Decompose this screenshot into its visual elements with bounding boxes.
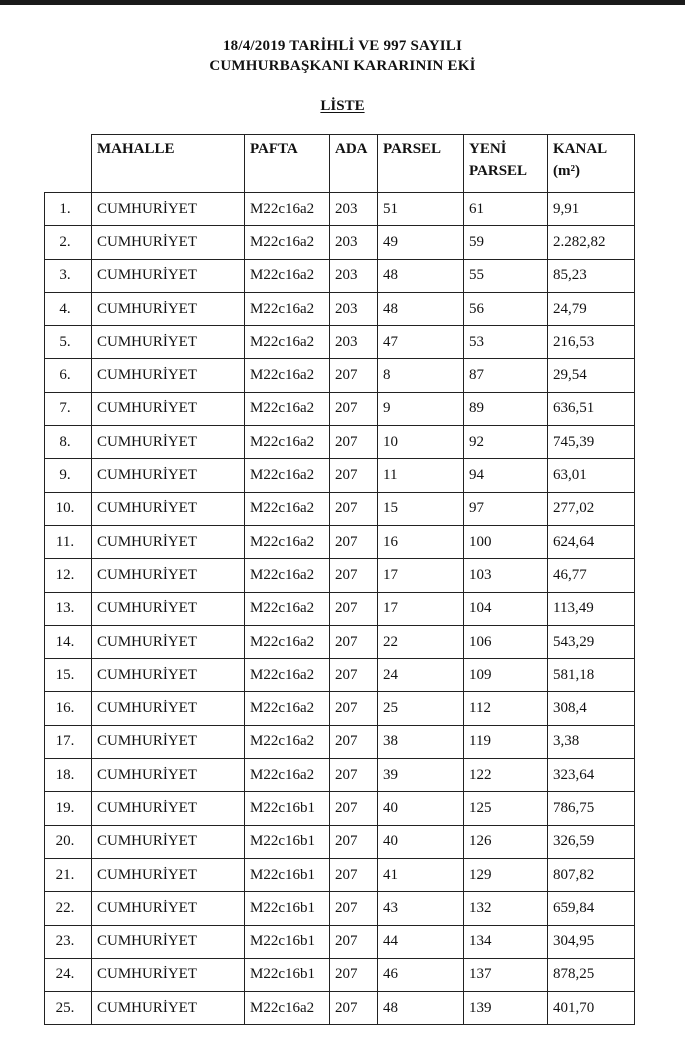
mahalle-cell: CUMHURİYET	[92, 625, 245, 658]
table-row	[45, 492, 635, 525]
table-body	[45, 193, 635, 1025]
kanal-cell: 878,25	[548, 958, 635, 991]
yeni-parsel-cell: 103	[464, 559, 548, 592]
parsel-cell: 17	[378, 559, 464, 592]
mahalle-cell: CUMHURİYET	[92, 958, 245, 991]
mahalle-cell: CUMHURİYET	[92, 892, 245, 925]
list-heading	[0, 98, 685, 115]
ada-cell: 203	[330, 226, 378, 259]
yeni-parsel-cell: 137	[464, 958, 548, 991]
ada-cell: 207	[330, 958, 378, 991]
table-row	[45, 625, 635, 658]
pafta-cell: M22c16a2	[245, 625, 330, 658]
table-row	[45, 292, 635, 325]
kanal-cell: 326,59	[548, 825, 635, 858]
row-number-cell: 7.	[45, 392, 92, 425]
document-title-line2: CUMHURBAŞKANI KARARININ EKİ	[209, 58, 476, 74]
ada-cell: 207	[330, 992, 378, 1025]
kanal-cell: 63,01	[548, 459, 635, 492]
row-number-cell: 1.	[45, 193, 92, 226]
table-row	[45, 426, 635, 459]
mahalle-cell: CUMHURİYET	[92, 359, 245, 392]
mahalle-cell: CUMHURİYET	[92, 992, 245, 1025]
yeni-parsel-cell: 94	[464, 459, 548, 492]
table-row	[45, 792, 635, 825]
mahalle-cell: CUMHURİYET	[92, 559, 245, 592]
ada-cell: 207	[330, 825, 378, 858]
yeni-parsel-cell: 125	[464, 792, 548, 825]
header-cell-no	[45, 135, 92, 193]
table-row	[45, 925, 635, 958]
kanal-cell: 786,75	[548, 792, 635, 825]
table-row	[45, 226, 635, 259]
parsel-cell: 40	[378, 825, 464, 858]
mahalle-cell: CUMHURİYET	[92, 459, 245, 492]
table-row	[45, 392, 635, 425]
row-number-cell: 10.	[45, 492, 92, 525]
row-number-cell: 19.	[45, 792, 92, 825]
mahalle-cell: CUMHURİYET	[92, 292, 245, 325]
table-row	[45, 259, 635, 292]
yeni-parsel-cell: 126	[464, 825, 548, 858]
mahalle-cell: CUMHURİYET	[92, 592, 245, 625]
yeni-parsel-cell: 104	[464, 592, 548, 625]
kanal-cell: 636,51	[548, 392, 635, 425]
parsel-cell: 40	[378, 792, 464, 825]
ada-cell: 207	[330, 492, 378, 525]
parsel-cell: 49	[378, 226, 464, 259]
pafta-cell: M22c16b1	[245, 825, 330, 858]
ada-cell: 207	[330, 359, 378, 392]
parsel-cell: 11	[378, 459, 464, 492]
pafta-cell: M22c16a2	[245, 392, 330, 425]
yeni-parsel-cell: 139	[464, 992, 548, 1025]
parsel-cell: 44	[378, 925, 464, 958]
ada-cell: 207	[330, 759, 378, 792]
row-number-cell: 13.	[45, 592, 92, 625]
table-row	[45, 193, 635, 226]
ada-cell: 207	[330, 559, 378, 592]
yeni-parsel-cell: 134	[464, 925, 548, 958]
yeni-parsel-cell: 100	[464, 525, 548, 558]
mahalle-cell: CUMHURİYET	[92, 392, 245, 425]
table-row	[45, 759, 635, 792]
header-kanal-line1: KANAL	[553, 141, 608, 157]
mahalle-cell: CUMHURİYET	[92, 226, 245, 259]
pafta-cell: M22c16b1	[245, 958, 330, 991]
table-row	[45, 825, 635, 858]
table-row	[45, 659, 635, 692]
table-row	[45, 992, 635, 1025]
parsel-cell: 43	[378, 892, 464, 925]
pafta-cell: M22c16b1	[245, 858, 330, 891]
table-row	[45, 326, 635, 359]
kanal-cell: 308,4	[548, 692, 635, 725]
mahalle-cell: CUMHURİYET	[92, 692, 245, 725]
parsel-cell: 16	[378, 525, 464, 558]
kanal-cell: 85,23	[548, 259, 635, 292]
header-cell-mahalle: MAHALLE	[92, 135, 245, 193]
ada-cell: 207	[330, 692, 378, 725]
mahalle-cell: CUMHURİYET	[92, 925, 245, 958]
yeni-parsel-cell: 109	[464, 659, 548, 692]
header-cell-kanal	[548, 135, 635, 193]
parsel-cell: 38	[378, 725, 464, 758]
ada-cell: 203	[330, 292, 378, 325]
kanal-cell: 323,64	[548, 759, 635, 792]
header-cell-pafta: PAFTA	[245, 135, 330, 193]
pafta-cell: M22c16a2	[245, 525, 330, 558]
yeni-parsel-cell: 55	[464, 259, 548, 292]
yeni-parsel-cell: 119	[464, 725, 548, 758]
header-cell-yeni-parsel	[464, 135, 548, 193]
pafta-cell: M22c16a2	[245, 592, 330, 625]
mahalle-cell: CUMHURİYET	[92, 792, 245, 825]
pafta-cell: M22c16a2	[245, 659, 330, 692]
mahalle-cell: CUMHURİYET	[92, 759, 245, 792]
mahalle-cell: CUMHURİYET	[92, 259, 245, 292]
kanal-cell: 624,64	[548, 525, 635, 558]
kanal-cell: 277,02	[548, 492, 635, 525]
yeni-parsel-cell: 97	[464, 492, 548, 525]
mahalle-cell: CUMHURİYET	[92, 193, 245, 226]
kanal-cell: 401,70	[548, 992, 635, 1025]
yeni-parsel-cell: 122	[464, 759, 548, 792]
pafta-cell: M22c16a2	[245, 492, 330, 525]
header-yeni-line2: PARSEL	[469, 163, 528, 179]
ada-cell: 207	[330, 525, 378, 558]
yeni-parsel-cell: 89	[464, 392, 548, 425]
mahalle-cell: CUMHURİYET	[92, 492, 245, 525]
table-row	[45, 525, 635, 558]
parsel-cell: 9	[378, 392, 464, 425]
ada-cell: 207	[330, 792, 378, 825]
row-number-cell: 24.	[45, 958, 92, 991]
table-row	[45, 459, 635, 492]
pafta-cell: M22c16a2	[245, 359, 330, 392]
pafta-cell: M22c16a2	[245, 259, 330, 292]
ada-cell: 207	[330, 592, 378, 625]
kanal-cell: 113,49	[548, 592, 635, 625]
mahalle-cell: CUMHURİYET	[92, 659, 245, 692]
pafta-cell: M22c16a2	[245, 559, 330, 592]
table-row	[45, 892, 635, 925]
table-row	[45, 359, 635, 392]
table-row	[45, 958, 635, 991]
ada-cell: 207	[330, 858, 378, 891]
parsel-cell: 51	[378, 193, 464, 226]
row-number-cell: 8.	[45, 426, 92, 459]
parsel-cell: 8	[378, 359, 464, 392]
kanal-cell: 216,53	[548, 326, 635, 359]
pafta-cell: M22c16b1	[245, 792, 330, 825]
row-number-cell: 21.	[45, 858, 92, 891]
top-edge-bar	[0, 0, 685, 5]
kanal-cell: 543,29	[548, 625, 635, 658]
kanal-cell: 2.282,82	[548, 226, 635, 259]
parsel-cell: 47	[378, 326, 464, 359]
row-number-cell: 9.	[45, 459, 92, 492]
parsel-cell: 48	[378, 259, 464, 292]
yeni-parsel-cell: 92	[464, 426, 548, 459]
ada-cell: 207	[330, 892, 378, 925]
header-kanal-line2: (m²)	[553, 163, 580, 179]
table-row	[45, 559, 635, 592]
pafta-cell: M22c16a2	[245, 725, 330, 758]
row-number-cell: 17.	[45, 725, 92, 758]
ada-cell: 207	[330, 459, 378, 492]
parsel-cell: 25	[378, 692, 464, 725]
yeni-parsel-cell: 129	[464, 858, 548, 891]
ada-cell: 207	[330, 625, 378, 658]
kanal-cell: 659,84	[548, 892, 635, 925]
yeni-parsel-cell: 53	[464, 326, 548, 359]
row-number-cell: 11.	[45, 525, 92, 558]
yeni-parsel-cell: 56	[464, 292, 548, 325]
parcel-table	[44, 134, 635, 1025]
parsel-cell: 15	[378, 492, 464, 525]
parsel-cell: 48	[378, 992, 464, 1025]
row-number-cell: 4.	[45, 292, 92, 325]
kanal-cell: 304,95	[548, 925, 635, 958]
row-number-cell: 18.	[45, 759, 92, 792]
ada-cell: 207	[330, 659, 378, 692]
parsel-cell: 22	[378, 625, 464, 658]
pafta-cell: M22c16a2	[245, 692, 330, 725]
pafta-cell: M22c16a2	[245, 193, 330, 226]
parsel-cell: 17	[378, 592, 464, 625]
row-number-cell: 22.	[45, 892, 92, 925]
pafta-cell: M22c16a2	[245, 992, 330, 1025]
row-number-cell: 20.	[45, 825, 92, 858]
row-number-cell: 3.	[45, 259, 92, 292]
parsel-cell: 48	[378, 292, 464, 325]
pafta-cell: M22c16b1	[245, 892, 330, 925]
pafta-cell: M22c16a2	[245, 226, 330, 259]
document-title-line1: 18/4/2019 TARİHLİ VE 997 SAYILI	[222, 38, 463, 54]
pafta-cell: M22c16a2	[245, 459, 330, 492]
row-number-cell: 5.	[45, 326, 92, 359]
kanal-cell: 24,79	[548, 292, 635, 325]
parsel-cell: 10	[378, 426, 464, 459]
pafta-cell: M22c16a2	[245, 426, 330, 459]
ada-cell: 207	[330, 392, 378, 425]
mahalle-cell: CUMHURİYET	[92, 426, 245, 459]
ada-cell: 207	[330, 725, 378, 758]
table-row	[45, 592, 635, 625]
yeni-parsel-cell: 132	[464, 892, 548, 925]
row-number-cell: 2.	[45, 226, 92, 259]
mahalle-cell: CUMHURİYET	[92, 725, 245, 758]
mahalle-cell: CUMHURİYET	[92, 525, 245, 558]
table-row	[45, 858, 635, 891]
header-yeni-line1: YENİ	[469, 141, 507, 157]
ada-cell: 203	[330, 326, 378, 359]
row-number-cell: 14.	[45, 625, 92, 658]
header-cell-ada: ADA	[330, 135, 378, 193]
table-row	[45, 725, 635, 758]
kanal-cell: 29,54	[548, 359, 635, 392]
row-number-cell: 23.	[45, 925, 92, 958]
kanal-cell: 46,77	[548, 559, 635, 592]
pafta-cell: M22c16a2	[245, 326, 330, 359]
pafta-cell: M22c16b1	[245, 925, 330, 958]
list-heading-text: LİSTE	[320, 98, 365, 114]
kanal-cell: 3,38	[548, 725, 635, 758]
yeni-parsel-cell: 112	[464, 692, 548, 725]
parsel-cell: 39	[378, 759, 464, 792]
parsel-cell: 41	[378, 858, 464, 891]
row-number-cell: 12.	[45, 559, 92, 592]
ada-cell: 203	[330, 193, 378, 226]
kanal-cell: 745,39	[548, 426, 635, 459]
parsel-cell: 46	[378, 958, 464, 991]
pafta-cell: M22c16a2	[245, 292, 330, 325]
yeni-parsel-cell: 87	[464, 359, 548, 392]
table-row	[45, 692, 635, 725]
table-header-row	[45, 135, 635, 193]
ada-cell: 203	[330, 259, 378, 292]
row-number-cell: 16.	[45, 692, 92, 725]
row-number-cell: 25.	[45, 992, 92, 1025]
header-cell-parsel: PARSEL	[378, 135, 464, 193]
kanal-cell: 9,91	[548, 193, 635, 226]
ada-cell: 207	[330, 426, 378, 459]
kanal-cell: 807,82	[548, 858, 635, 891]
row-number-cell: 6.	[45, 359, 92, 392]
yeni-parsel-cell: 59	[464, 226, 548, 259]
kanal-cell: 581,18	[548, 659, 635, 692]
ada-cell: 207	[330, 925, 378, 958]
yeni-parsel-cell: 106	[464, 625, 548, 658]
mahalle-cell: CUMHURİYET	[92, 858, 245, 891]
mahalle-cell: CUMHURİYET	[92, 326, 245, 359]
row-number-cell: 15.	[45, 659, 92, 692]
parsel-cell: 24	[378, 659, 464, 692]
mahalle-cell: CUMHURİYET	[92, 825, 245, 858]
pafta-cell: M22c16a2	[245, 759, 330, 792]
yeni-parsel-cell: 61	[464, 193, 548, 226]
